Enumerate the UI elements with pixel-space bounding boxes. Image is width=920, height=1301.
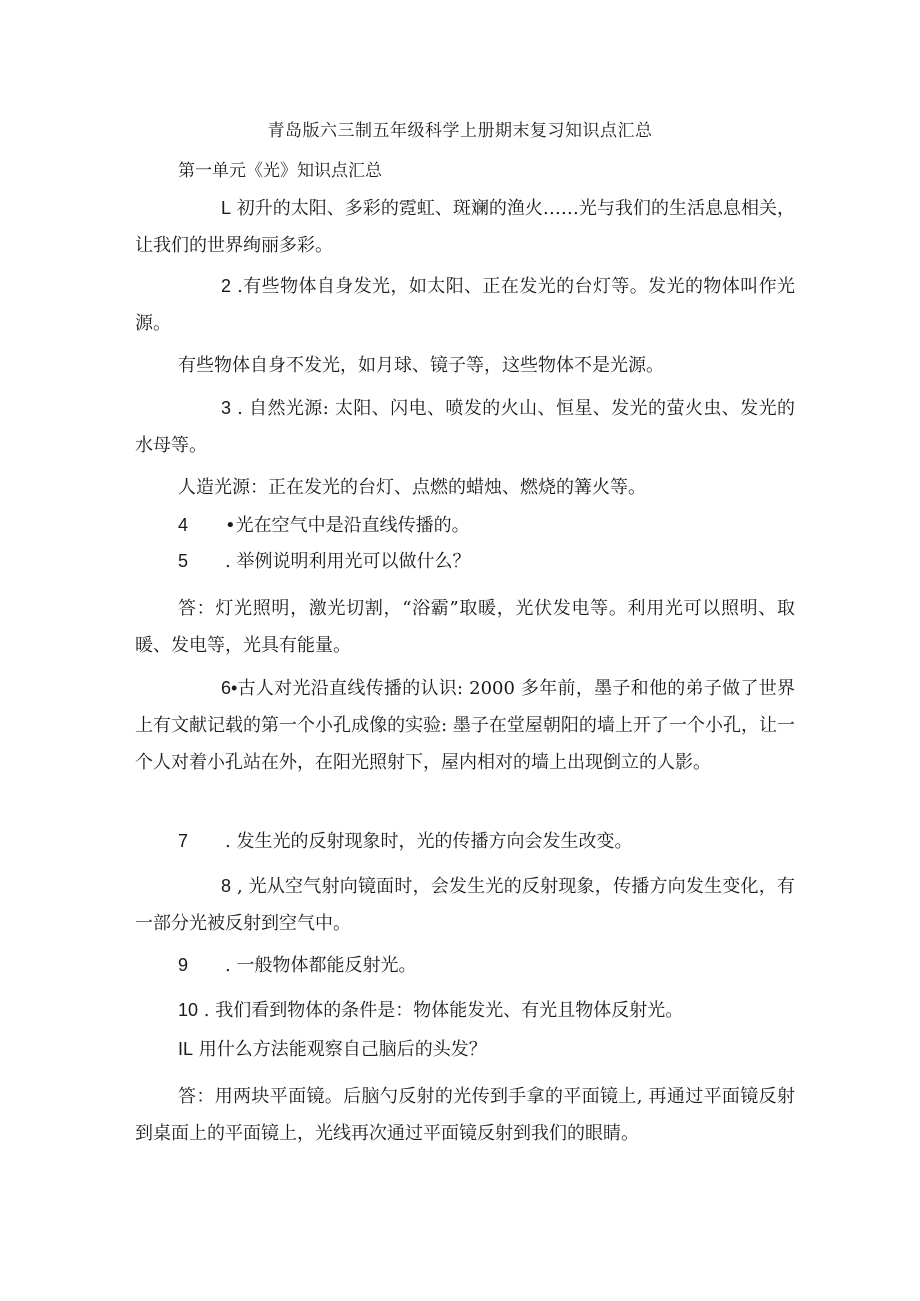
item-text: •光在空气中是沿直线传播的。	[225, 515, 470, 536]
knowledge-item-4	[178, 513, 470, 538]
item-text: . 发生光的反射现象时，光的传播方向会发生改变。	[225, 831, 633, 852]
item-text: . 举例说明利用光可以做什么？	[225, 551, 471, 572]
item-number: 8	[221, 876, 232, 896]
document-title: 青岛版六三制五年级科学上册期末复习知识点汇总	[267, 121, 653, 141]
knowledge-item-1	[135, 190, 795, 264]
item-text: . 一般物体都能反射光。	[225, 955, 417, 976]
item-text: 有些物体自身不发光，如月球、镜子等，这些物体不是光源。	[178, 355, 664, 376]
item-text: 答：用两块平面镜。后脑勺反射的光传到手拿的平面镜上, 再通过平面镜反射到桌面上的平面镜上，光线再次通过平面镜反射到我们的眼睛。	[135, 1086, 795, 1144]
knowledge-item-2	[135, 268, 795, 342]
item-number: 7	[178, 831, 189, 851]
unit-heading: 第一单元《光》知识点汇总	[178, 161, 382, 181]
knowledge-item-9	[178, 953, 416, 978]
item-number: 5	[178, 551, 189, 571]
knowledge-item-6	[135, 670, 795, 781]
knowledge-item-11-answer	[135, 1078, 795, 1152]
item-number: 2	[221, 276, 232, 296]
knowledge-item-7	[178, 829, 632, 854]
knowledge-item-2-note	[178, 354, 664, 378]
knowledge-item-3-note	[178, 476, 646, 500]
item-text: , 光从空气射向镜面时，会发生光的反射现象，传播方向发生变化，有一部分光被反射到空气中。	[135, 876, 795, 934]
item-text: 古人对光沿直线传播的认识: 2000 多年前，墨子和他的弟子做了世界上有文献记载的第一个小孔成像的实验: 墨子在堂屋朝阳的墙上开了一个小孔，让一个人对着小孔站在外，在阳光照射下，屋内相对的墙上出现倒立的人影。	[135, 678, 795, 773]
item-number: L	[221, 198, 232, 218]
item-number: 9	[178, 955, 189, 975]
knowledge-item-5	[178, 549, 470, 574]
item-number: 6•	[221, 678, 238, 698]
knowledge-item-8	[135, 868, 795, 942]
item-text: .有些物体自身发光，如太阳、正在发光的台灯等。发光的物体叫作光源。	[135, 276, 795, 334]
item-number: 4	[178, 515, 189, 535]
item-text: 答：灯光照明，激光切割，“浴霸”取暖，光伏发电等。利用光可以照明、取暖、发电等，光具有能量。	[135, 598, 795, 656]
knowledge-item-5-answer	[135, 590, 795, 664]
item-number: 3	[221, 398, 232, 418]
knowledge-item-3	[135, 390, 795, 464]
knowledge-item-10	[178, 998, 683, 1023]
item-text: 人造光源：正在发光的台灯、点燃的蜡烛、燃烧的篝火等。	[178, 477, 646, 498]
item-number: 10	[178, 1000, 199, 1020]
item-text: . 自然光源: 太阳、闪电、喷发的火山、恒星、发光的萤火虫、发光的水母等。	[135, 398, 795, 456]
knowledge-item-11	[178, 1037, 487, 1062]
item-text: 初升的太阳、多彩的霓虹、斑斓的渔火……光与我们的生活息息相关，让我们的世界绚丽多彩。	[135, 198, 795, 256]
item-text: . 我们看到物体的条件是：物体能发光、有光且物体反射光。	[198, 1000, 684, 1021]
item-number: IL	[178, 1039, 194, 1059]
item-text: 用什么方法能观察自己脑后的头发？	[193, 1039, 487, 1060]
